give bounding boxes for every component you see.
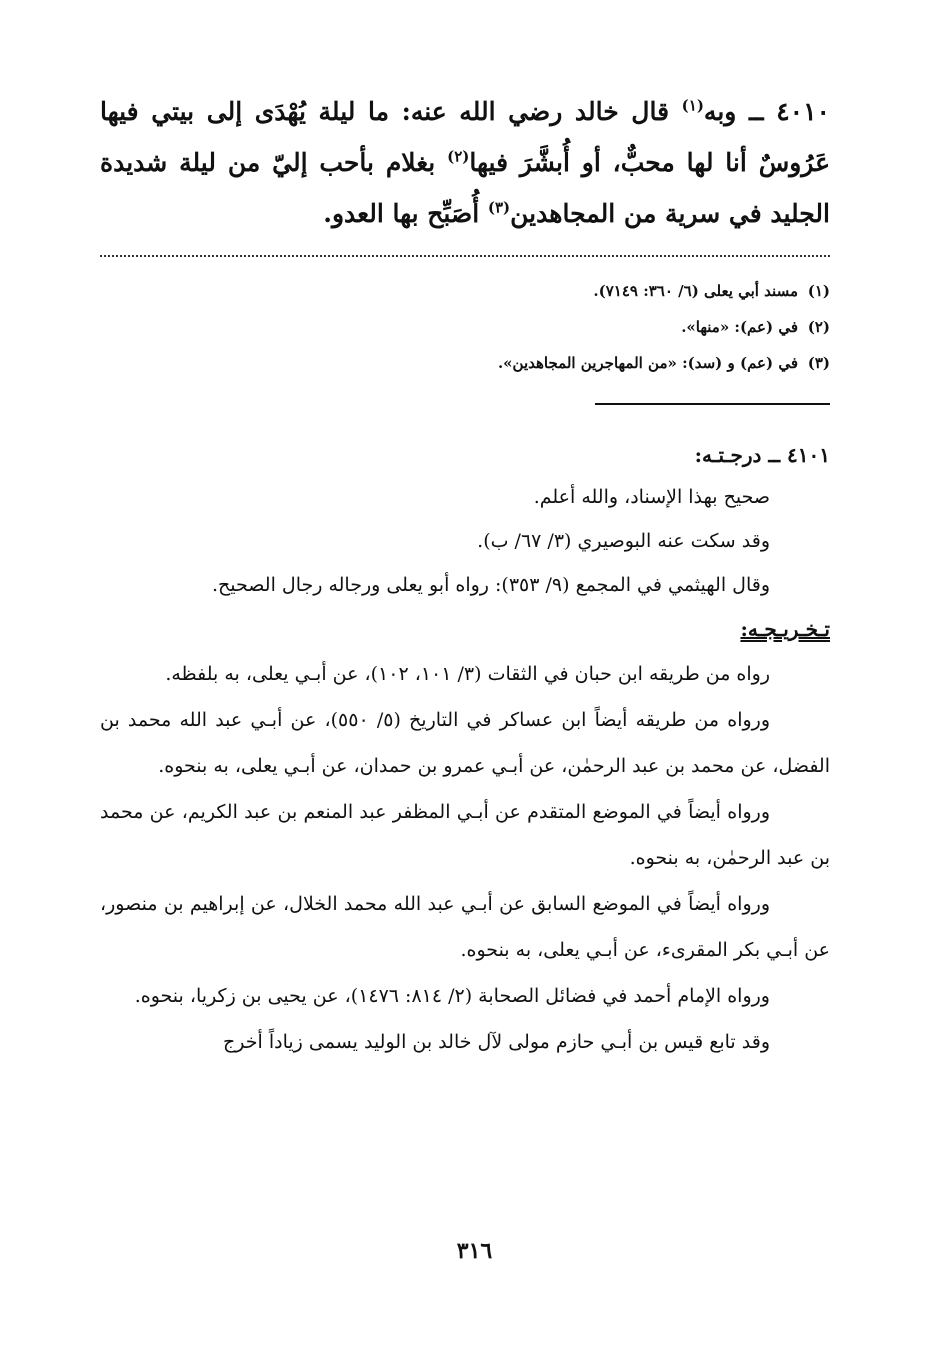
footnote-item	[100, 309, 830, 345]
hadith-intro: وبه	[703, 97, 737, 126]
page-body	[100, 86, 830, 1065]
footnote-item	[100, 273, 830, 309]
takhrij-heading: تـخـريـجـه:	[740, 617, 830, 641]
footnote-ref-3: (٣)	[487, 198, 511, 217]
takhrij-paragraph: رواه من طريقه ابن حبان في الثقات (٣/ ١٠١، ١٠٢)، عن أبـي يعلى، به بلفظه.	[165, 663, 770, 685]
grading-line: وقد سكت عنه البوصيري (٣/ ٦٧/ ب).	[477, 530, 770, 552]
footnote-number: (١)	[807, 282, 830, 300]
footnote-text: في (عم): «منها».	[681, 318, 798, 336]
grading-line: صحيح بهذا الإسناد، والله أعلم.	[533, 486, 770, 508]
section-rule	[595, 403, 830, 405]
hadith-text-part-b: بغلام بأحب إليّ من ليلة شديدة الجليد في سرية من المجاهدين	[100, 148, 830, 228]
takhrij-paragraph: وقد تابع قيس بن أبـي حازم مولى لآل خالد بن الوليد يسمى زياداً أخرج	[223, 1031, 770, 1053]
grading-heading: ٤١٠١ ــ درجـتـه:	[694, 443, 830, 467]
takhrij-paragraph: ورواه من طريقه أيضاً ابن عساكر في التاريخ (٥/ ٥٥٠)، عن أبـي عبد الله محمد بن الفضل، عن محمد بن عبد الرحمٰن، عن أبـي عمرو بن حمدان، عن أبـي يعلى، به بنحوه.	[100, 709, 830, 777]
takhrij-paragraph: ورواه أيضاً في الموضع المتقدم عن أبـي المظفر عبد المنعم بن عبد الكريم، عن محمد بن عبد الرحمٰن، به بنحوه.	[100, 801, 830, 869]
hadith-text-part-a: قال خالد رضي الله عنه: ما ليلة يُهْدَى إلى بيتي فيها عَرُوسٌ أنا لها محبٌّ، أو أُبشَّرَ فيها	[100, 97, 830, 177]
footnote-number: (٢)	[807, 318, 830, 336]
hadith-dash: ــ	[748, 97, 764, 126]
page-number: ٣١٦	[456, 1238, 493, 1264]
footnote-text: في (عم) و (سد): «من المهاجرين المجاهدين».	[497, 354, 798, 372]
footnote-ref-2: (٢)	[447, 147, 470, 166]
hadith-text-part-c: أُصَبِّح بها العدو.	[323, 199, 480, 228]
hadith-text	[100, 86, 830, 239]
footnote-number: (٣)	[807, 354, 830, 372]
footnote-text: مسند أبي يعلى (٦/ ٣٦٠: ٧١٤٩).	[593, 282, 798, 300]
grading-line: وقال الهيثمي في المجمع (٩/ ٣٥٣): رواه أبو يعلى ورجاله رجال الصحيح.	[212, 574, 770, 596]
takhrij-paragraph: ورواه الإمام أحمد في فضائل الصحابة (٢/ ٨١٤: ١٤٧٦)، عن يحيى بن زكريا، بنحوه.	[134, 985, 770, 1007]
takhrij-paragraph: ورواه أيضاً في الموضع السابق عن أبـي عبد الله محمد الخلال، عن إبراهيم بن منصور، عن أبـي بكر المقرىء، عن أبـي يعلى، به بنحوه.	[100, 893, 830, 961]
footnotes	[100, 273, 830, 381]
footnote-ref-1: (١)	[681, 96, 704, 115]
footnote-item	[100, 345, 830, 381]
hadith-number: ٤٠١٠	[776, 97, 830, 126]
footnote-separator-dots	[100, 255, 830, 257]
